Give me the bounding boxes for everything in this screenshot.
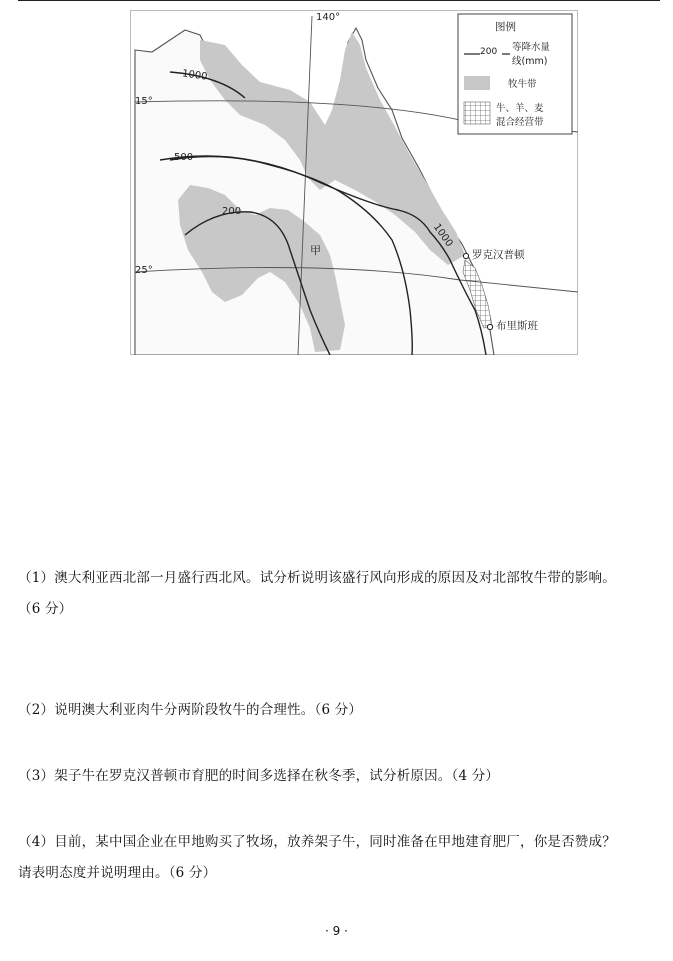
question-2-line-1: （2）说明澳大利亚肉牛分两阶段牧牛的合理性。（6 分） — [18, 702, 363, 718]
top-rule — [18, 0, 660, 1]
longitude-140-label: 140° — [316, 12, 341, 23]
legend-cattle-swatch — [464, 76, 490, 90]
australia-map-figure — [130, 10, 578, 355]
latitude-15-label: 15° — [135, 96, 153, 107]
brisbane-marker — [487, 324, 492, 329]
question-4 — [18, 827, 666, 889]
map-svg — [130, 10, 578, 355]
page-number: · 9 · — [325, 924, 348, 938]
legend-isohyet-text-1: 等降水量 — [512, 42, 551, 53]
question-1-line-1: （1）澳大利亚西北部一月盛行西北风。试分析说明该盛行风向形成的原因及对北部牧牛带的影响。 — [18, 570, 616, 586]
latitude-25-label: 25° — [135, 265, 153, 276]
question-3-line-1: （3）架子牛在罗克汉普顿市育肥的时间多选择在秋冬季，试分析原因。（4 分） — [18, 768, 500, 784]
isohyet-500-label: 500 — [174, 152, 194, 163]
legend-cattle-text: 牧牛带 — [508, 79, 537, 90]
legend-mixed-text-1: 牛、羊、麦 — [496, 103, 544, 114]
question-2 — [18, 695, 666, 726]
legend-isohyet-value: 200 — [480, 47, 498, 57]
isohyet-1000-north-label: 1000 — [181, 68, 209, 83]
rockhampton-marker — [463, 253, 468, 258]
brisbane-label: 布里斯班 — [496, 320, 538, 332]
isohyet-1000-east-label: 1000 — [430, 221, 455, 250]
question-4-line-1: （4）目前，某中国企业在甲地购买了牧场，放养架子牛，同时准备在甲地建育肥厂，你是否赞成？ — [18, 834, 616, 850]
question-3 — [18, 761, 666, 792]
question-1 — [18, 563, 666, 625]
legend-isohyet-text-2: 线(mm) — [512, 56, 548, 67]
place-jia-label: 甲 — [310, 244, 321, 257]
isohyet-200-label: 200 — [222, 206, 242, 217]
question-4-line-2: 请表明态度并说明理由。（6 分） — [18, 865, 217, 881]
legend-mixed-swatch — [464, 102, 490, 124]
legend-mixed-text-2: 混合经营带 — [496, 117, 544, 128]
rockhampton-label: 罗克汉普顿 — [472, 249, 525, 261]
question-1-line-2: （6 分） — [18, 601, 73, 617]
legend-title: 图例 — [495, 21, 516, 33]
